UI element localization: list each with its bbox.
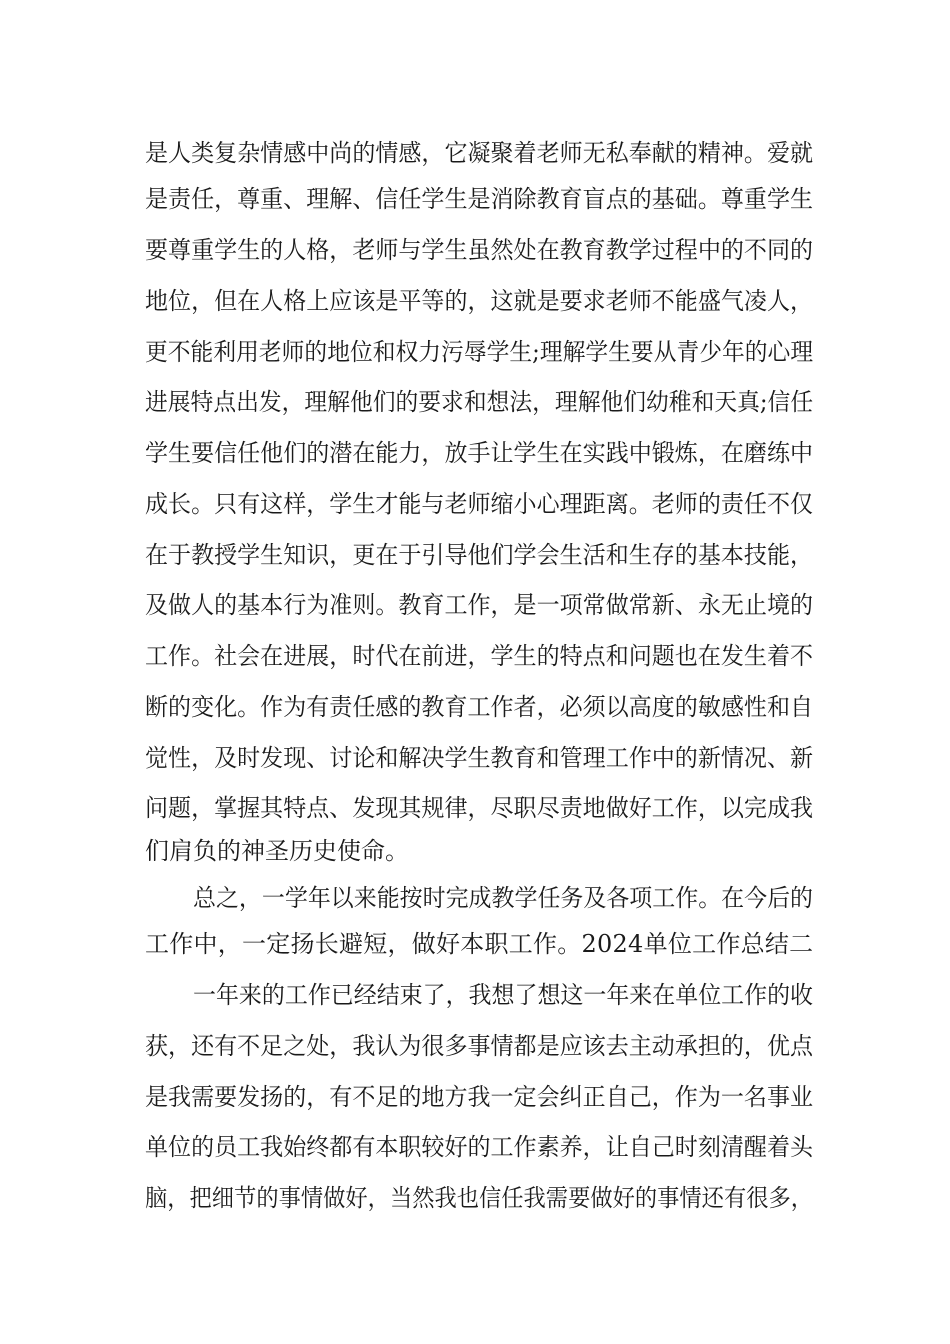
text-line: 成长。只有这样，学生才能与老师缩小心理距离。老师的责任不仅 [145, 490, 814, 518]
text-line: 地位，但在人格上应该是平等的，这就是要求老师不能盛气凌人， [145, 287, 814, 315]
text-line: 断的变化。作为有责任感的教育工作者，必须以高度的敏感性和自 [145, 693, 814, 721]
text-line: 要尊重学生的人格，老师与学生虽然处在教育教学过程中的不同的 [145, 236, 814, 264]
text-line: 问题，掌握其特点、发现其规律，尽职尽责地做好工作，以完成我 [145, 794, 814, 822]
paragraph-first-line: 一年来的工作已经结束了，我想了想这一年来在单位工作的收 [193, 981, 814, 1009]
text-line: 们肩负的神圣历史使命。 [145, 837, 409, 865]
text-line: 进展特点出发，理解他们的要求和想法，理解他们幼稚和天真;信任 [145, 388, 814, 416]
text-line: 是人类复杂情感中尚的情感，它凝聚着老师无私奉献的精神。爱就 [145, 139, 814, 167]
text-line: 工作。社会在进展，时代在前进，学生的特点和问题也在发生着不 [145, 642, 814, 670]
text-line: 是我需要发扬的，有不足的地方我一定会纠正自己，作为一名事业 [145, 1083, 814, 1111]
text-line: 及做人的基本行为准则。教育工作，是一项常做常新、永无止境的 [145, 591, 814, 619]
text-line: 脑，把细节的事情做好，当然我也信任我需要做好的事情还有很多， [145, 1184, 814, 1212]
text-line: 更不能利用老师的地位和权力污辱学生;理解学生要从青少年的心理 [145, 338, 814, 366]
text-line: 工作中，一定扬长避短，做好本职工作。2024单位工作总结二 [145, 930, 814, 958]
text-line: 是责任，尊重、理解、信任学生是消除教育盲点的基础。尊重学生 [145, 185, 814, 213]
text-line: 单位的员工我始终都有本职较好的工作素养，让自己时刻清醒着头 [145, 1133, 814, 1161]
paragraph-first-line: 总之，一学年以来能按时完成教学任务及各项工作。在今后的 [193, 884, 814, 912]
text-line: 觉性，及时发现、讨论和解决学生教育和管理工作中的新情况、新 [145, 744, 814, 772]
text-line: 获，还有不足之处，我认为很多事情都是应该去主动承担的，优点 [145, 1032, 814, 1060]
text-line: 学生要信任他们的潜在能力，放手让学生在实践中锻炼，在磨练中 [145, 439, 814, 467]
text-line: 在于教授学生知识，更在于引导他们学会生活和生存的基本技能， [145, 541, 814, 569]
